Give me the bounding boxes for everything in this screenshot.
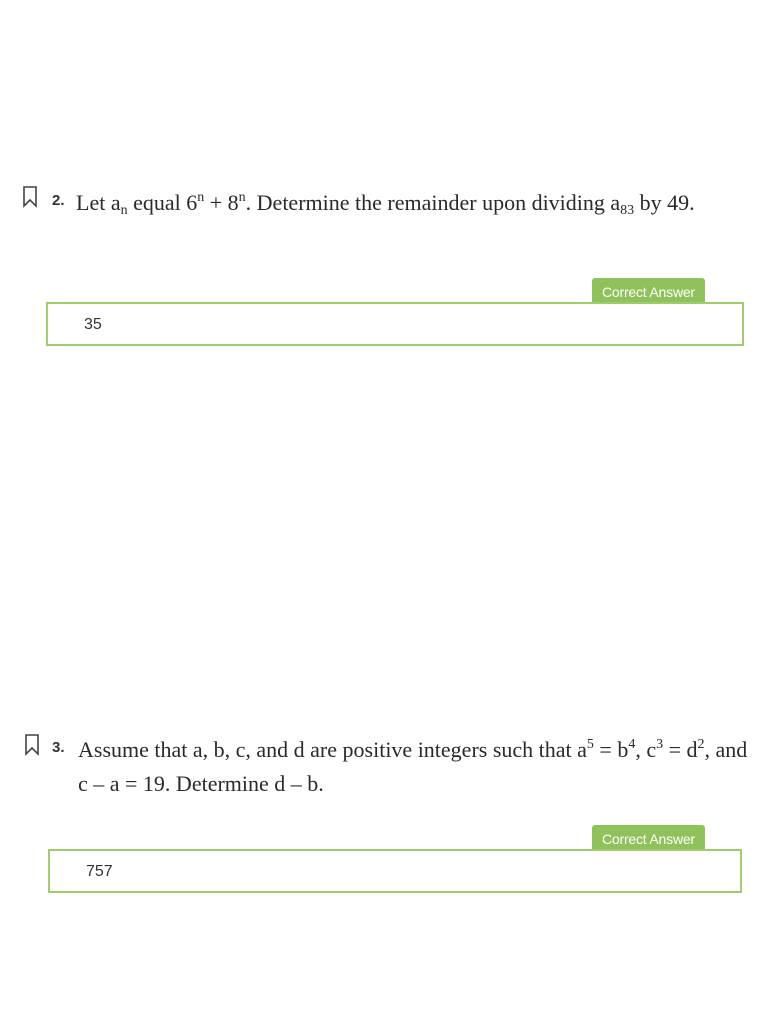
question-text: Assume that a, b, c, and d are positive integers such that $a^5 = b^4$, $c^3 = d^2$, and c – a = 19. Determine d – b.	[78, 737, 748, 796]
answer-value: 35	[84, 316, 102, 333]
bookmark-icon[interactable]	[24, 734, 40, 756]
answer-box	[46, 302, 744, 346]
correct-answer-badge: Correct Answer	[592, 825, 705, 853]
bookmark-icon[interactable]	[22, 186, 38, 208]
question-text: Let $a_n$ equal $6^n + 8^n$. Determine the remainder upon dividing $a_{83}$ by 49.	[76, 190, 695, 218]
question-number: 2.	[52, 192, 65, 209]
answer-value: 757	[86, 863, 113, 880]
correct-answer-badge: Correct Answer	[592, 278, 705, 306]
question-number: 3.	[52, 739, 65, 756]
answer-box	[48, 849, 742, 893]
